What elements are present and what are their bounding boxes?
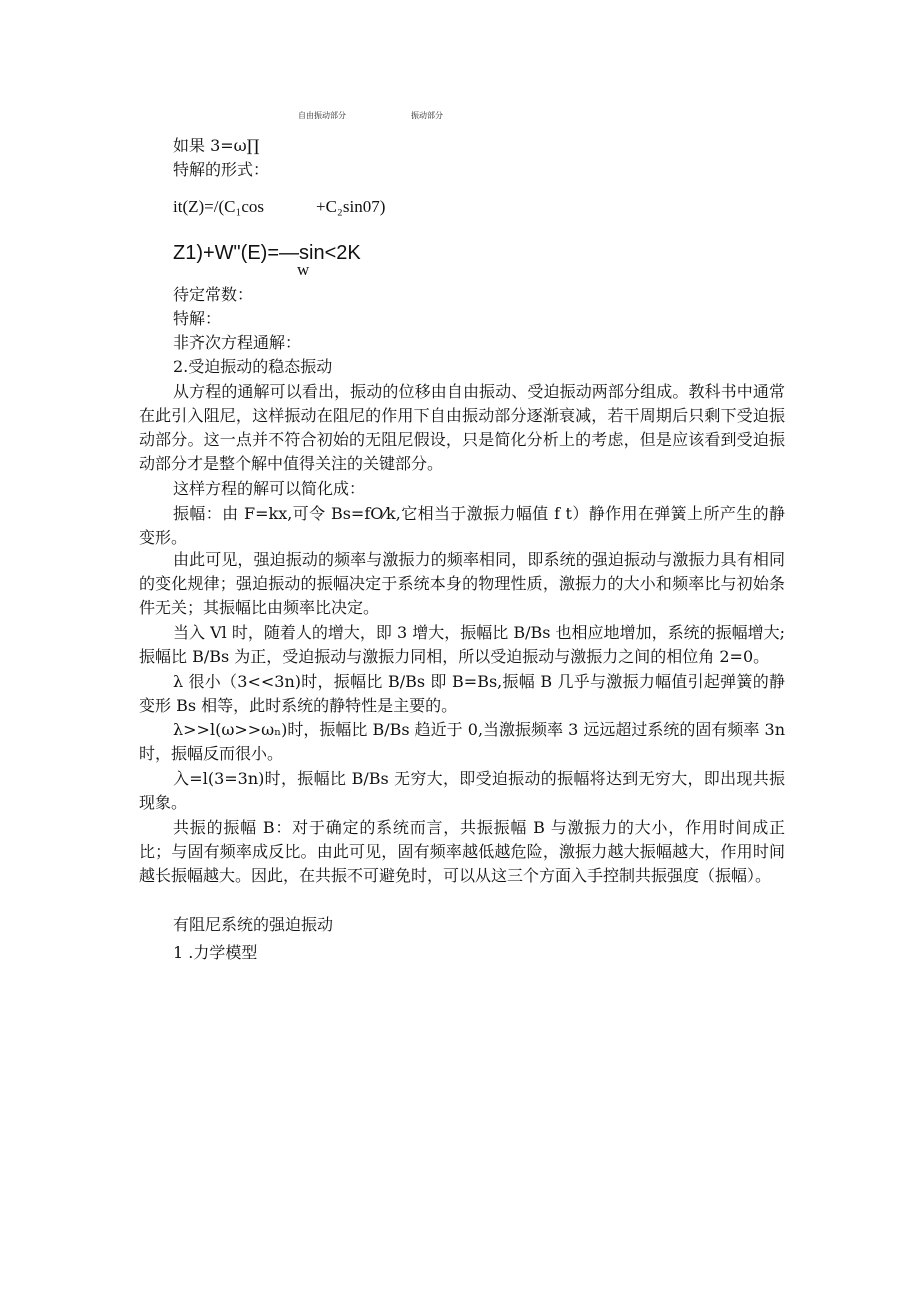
general-solution-line: 非齐次方程通解： [173, 333, 302, 352]
paragraph-lambda-small: 当入 Vl 时，随着人的增大，即 3 增大，振幅比 B/Bs 也相应地增加，系统的振幅增大; 振幅比 B/Bs 为正，受迫振动与激振力同相，所以受迫振动与激振力之间的相位角 2=0。 [139, 623, 785, 666]
particular-line: 特解： [173, 309, 222, 328]
paragraph-lambda-very-small: λ 很小（3<<3n)时，振幅比 B/Bs 即 B=Bs,振幅 B 几乎与激振力幅值引起弹簧的静变形 Bs 相等，此时系统的静特性是主要的。 [139, 672, 785, 715]
mechanical-model-heading: 1 .力学模型 [173, 943, 258, 962]
paragraph-resonance: 入=l(3=3n)时，振幅比 B/Bs 无穷大，即受迫振动的振幅将达到无穷大，即出现共振现象。 [139, 769, 785, 812]
equation-2-denominator: w [297, 260, 310, 279]
forced-vibration-label: 振动部分 [411, 111, 443, 120]
damped-system-heading: 有阻尼系统的强迫振动 [173, 915, 334, 934]
paragraph-general-solution: 从方程的通解可以看出，振动的位移由自由振动、受迫振动两部分组成。教科书中通常在此引入阻尼，这样振动在阻尼的作用下自由振动部分逐渐衰减，若干周期后只剩下受迫振动部分。这一点并不符合初始的无阻尼假设，只是简化分析上的考虑，但是应该看到受迫振动部分才是整个解中值得关注的关键部分。 [139, 382, 785, 473]
constants-line: 待定常数： [173, 285, 254, 304]
section-2-heading: 2.受迫振动的稳态振动 [173, 357, 333, 376]
paragraph-simplified: 这样方程的解可以简化成： [173, 479, 366, 498]
free-vibration-label: 自由振动部分 [298, 111, 346, 120]
paragraph-amplitude: 振幅：由 F=kx,可令 Bs=fO⁄k,它相当于激振力幅值 f t）静作用在弹簧上所产生的静变形。 [139, 504, 785, 547]
paragraph-resonance-amplitude: 共振的振幅 B：对于确定的系统而言，共振振幅 B 与激振力的大小，作用时间成正比；与固有频率成反比。由此可见，固有频率越低越危险，激振力越大振幅越大，作用时间越长振幅越大。因此，在共振不可避免时，可以从这三个方面入手控制共振强度（振幅）。 [139, 818, 785, 885]
if-line: 如果 3=ω∏ [173, 136, 260, 155]
paragraph-lambda-large: λ>>l(ω>>ωₙ)时，振幅比 B/Bs 趋近于 0,当激振频率 3 远远超过系统的固有频率 3n 时，振幅反而很小。 [139, 720, 785, 763]
equation-1-left: it(Z)=/(C₁cos [173, 197, 265, 216]
particular-form-line: 特解的形式： [173, 160, 270, 179]
equation-2: Z1)+W"(E)=—sin<2K [173, 242, 361, 264]
equation-1-right: +C₂sin07) [316, 197, 386, 216]
paragraph-conclusion: 由此可见，强迫振动的频率与激振力的频率相同，即系统的强迫振动与激振力具有相同的变化规律；强迫振动的振幅决定于系统本身的物理性质，激振力的大小和频率比与初始条件无关；其振幅比由频率比决定。 [139, 550, 785, 617]
